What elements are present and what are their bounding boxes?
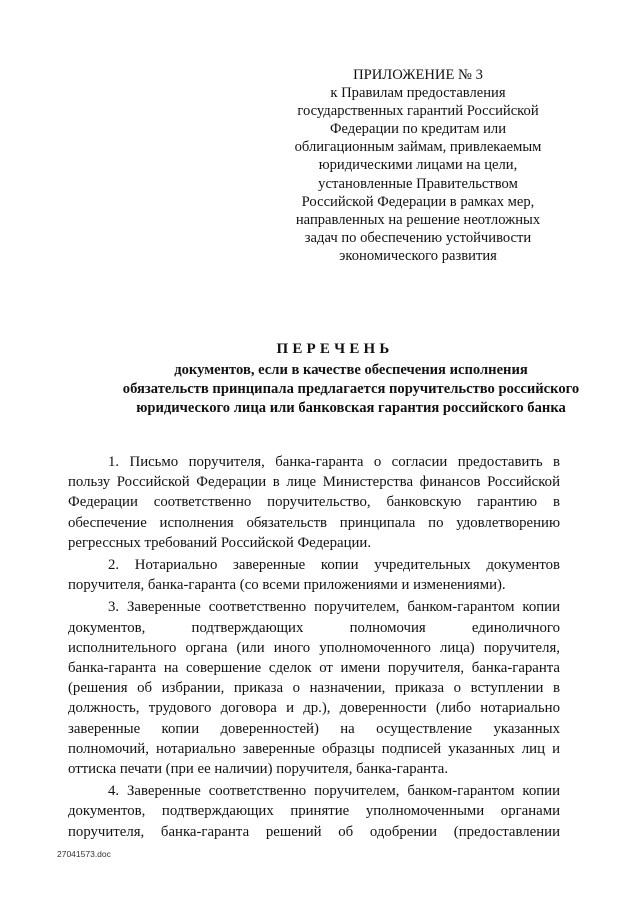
document-title: ПЕРЕЧЕНЬ	[276, 341, 394, 357]
paragraph-1	[68, 452, 560, 553]
file-name-footer: 27041573.doc	[57, 849, 111, 859]
subtitle-line: документов, если в качестве обеспечения исполнения	[174, 362, 528, 378]
subtitle-line: обязательств принципала предлагается поручительство российского	[122, 381, 580, 397]
appendix-line: к Правилам предоставления	[330, 85, 506, 102]
appendix-header	[268, 66, 568, 265]
appendix-line: юридическими лицами на цели,	[318, 157, 518, 174]
document-body	[68, 452, 560, 844]
document-subtitle	[60, 361, 640, 418]
appendix-line: задач по обеспечению устойчивости	[304, 229, 532, 246]
paragraph-line: документов, подтверждающих принятие уполномоченными органами	[68, 803, 560, 820]
paragraph-line: 3. Заверенные соответственно поручителем, банком-гарантом копии	[108, 599, 560, 616]
subtitle-line: юридического лица или банковская гарантия российского банка	[136, 400, 566, 416]
paragraph-line: пользу Российской Федерации в лице Министерства финансов Российской	[68, 474, 560, 491]
paragraph-line: поручителя, банка-гаранта (со всеми приложениями и изменениями).	[68, 577, 506, 594]
paragraph-line: регрессных требований Российской Федерации.	[68, 534, 372, 551]
paragraph-line: банка-гаранта на совершение сделок от имени поручителя, банка-гаранта	[68, 660, 560, 677]
appendix-line: Федерации по кредитам или	[329, 121, 507, 138]
paragraph-line: оттиска печати (при ее наличии) поручителя, банка-гаранта.	[68, 761, 449, 778]
paragraph-line: 2. Нотариально заверенные копии учредительных документов	[108, 557, 560, 574]
appendix-line: экономического развития	[339, 247, 497, 264]
appendix-line: установленные Правительством	[318, 175, 518, 192]
appendix-line: направленных на решение неотложных	[295, 211, 541, 228]
paragraph-line: документов, подтверждающих полномочия единоличного	[68, 619, 560, 636]
appendix-line: облигационным займам, привлекаемым	[294, 139, 542, 156]
paragraph-line: полномочий, нотариально заверенные образцы подписей указанных лиц и	[68, 740, 560, 757]
appendix-line: Российской Федерации в рамках мер,	[301, 193, 535, 210]
paragraph-line: обеспечение исполнения обязательств принципала по удовлетворению	[68, 514, 560, 531]
paragraph-3	[68, 597, 560, 779]
paragraph-line: 1. Письмо поручителя, банка-гаранта о согласии предоставить в	[108, 454, 560, 470]
paragraph-4	[68, 781, 560, 842]
paragraph-line: 4. Заверенные соответственно поручителем, банком-гарантом копии	[108, 783, 560, 800]
paragraph-line: заверенные копии доверенностей) на осуществление указанных	[68, 720, 560, 737]
paragraph-line: Федерации соответственно поручительство, банковскую гарантию в	[68, 494, 560, 511]
appendix-line: ПРИЛОЖЕНИЕ № 3	[353, 67, 483, 83]
paragraph-line: должность, трудового договора и др.), доверенности (либо нотариально	[68, 700, 560, 717]
appendix-line: государственных гарантий Российской	[297, 103, 539, 120]
paragraph-line: поручителя, банка-гаранта решений об одобрении (предоставлении	[68, 823, 560, 840]
paragraph-line: исполнительного органа (или иного уполномоченного лица) поручителя,	[68, 639, 560, 656]
paragraph-2	[68, 555, 560, 595]
paragraph-line: (решения об избрании, приказа о назначении, приказа о вступлении в	[68, 680, 560, 697]
